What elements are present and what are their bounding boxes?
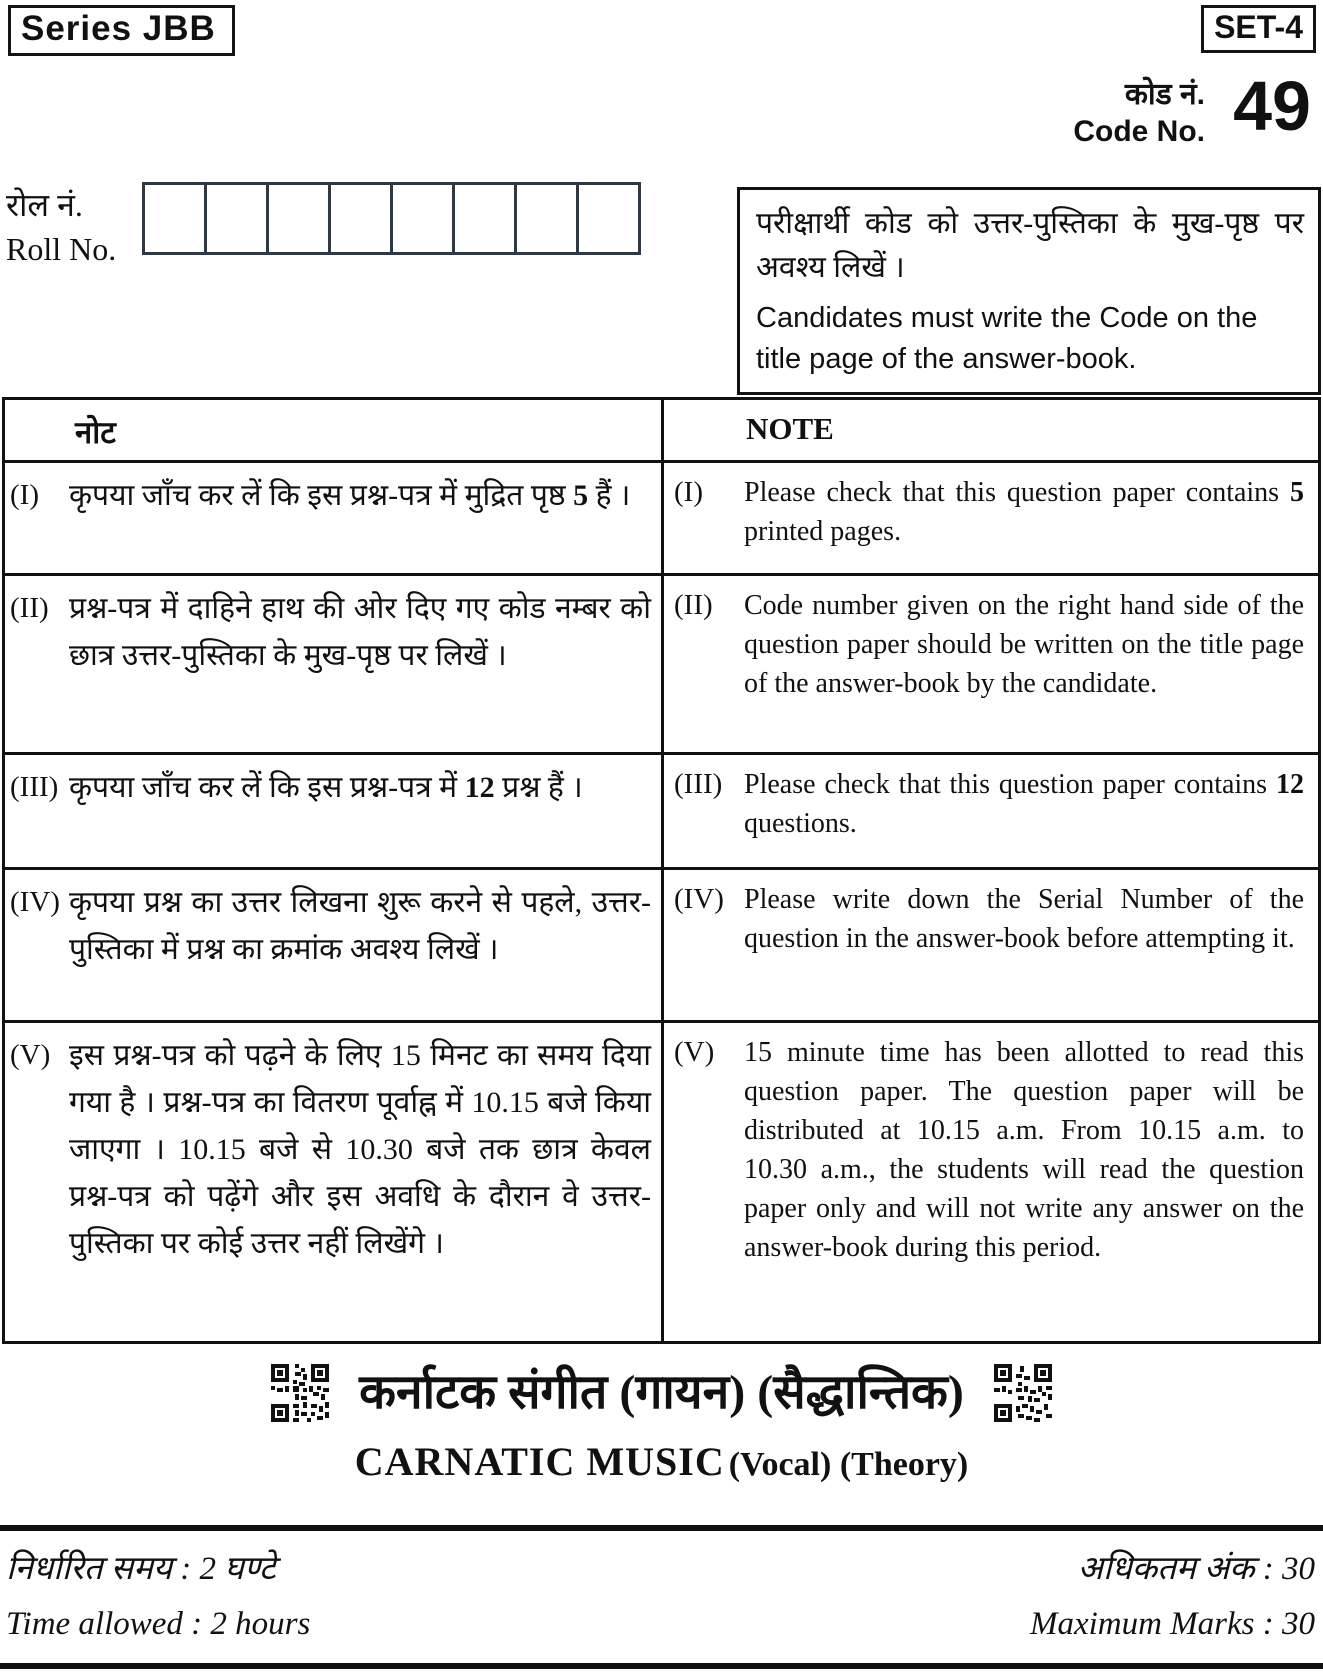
series-label-box: Series JBB	[8, 5, 235, 56]
roll-digit-box	[328, 182, 393, 255]
roll-digit-box	[390, 182, 455, 255]
divider-rule-bottom	[0, 1663, 1323, 1669]
note-row-numeral: (I)	[10, 479, 39, 511]
maximum-marks-hindi: अधिकतम अंक : 30	[1077, 1551, 1315, 1587]
roll-label-hindi: रोल नं.	[6, 187, 83, 223]
note-text-english: 15 minute time has been allotted to read this question paper. The question paper will be distributed at 10.15 a.m. From 10.15 a.m. to 10.30 a.m., the students will read the question paper only and will not write any answer on the answer-book during this period.	[744, 1037, 1304, 1263]
note-text-english: Code number given on the right hand side of the question paper should be written on the title page of the answer-book by the candidate.	[744, 590, 1304, 699]
note-cell-english	[661, 1023, 1318, 1341]
note-cell-hindi	[5, 1023, 661, 1341]
note-header-english: NOTE	[746, 411, 834, 446]
subject-title-block	[0, 1360, 1323, 1485]
code-label-english: Code No.	[1073, 115, 1205, 148]
roll-number-labels	[6, 183, 116, 271]
roll-number-grid	[142, 182, 641, 255]
note-cell-english	[661, 870, 1318, 1020]
note-header-cell-hindi	[5, 400, 661, 460]
code-number-labels	[1073, 76, 1205, 150]
note-text-english: Please check that this question paper contains 12 questions.	[744, 769, 1304, 839]
note-row-numeral: (IV)	[10, 886, 60, 918]
note-cell-hindi	[5, 870, 661, 1020]
note-row-5	[5, 1020, 1318, 1341]
note-row-numeral: (I)	[674, 476, 703, 508]
code-instruction-hindi: परीक्षार्थी कोड को उत्तर-पुस्तिका के मुख-पृष्ठ पर अवश्य लिखें ।	[756, 207, 1304, 284]
roll-digit-box	[204, 182, 269, 255]
note-text-english: Please write down the Serial Number of the question in the answer-book before attempting it.	[744, 884, 1304, 954]
subject-title-english	[0, 1438, 1323, 1485]
code-instruction-english: Candidates must write the Code on the title page of the answer-book.	[756, 302, 1258, 375]
note-text-hindi: कृपया जाँच कर लें कि इस प्रश्न-पत्र में मुद्रित पृष्ठ 5 हैं ।	[69, 479, 631, 512]
roll-label-english: Roll No.	[6, 231, 117, 267]
note-cell-english	[661, 576, 1318, 752]
note-table-header-row	[5, 400, 1318, 460]
note-row-numeral: (II)	[674, 589, 713, 621]
note-table	[2, 397, 1321, 1344]
divider-rule-top	[0, 1525, 1323, 1531]
note-text-hindi: कृपया प्रश्न का उत्तर लिखना शुरू करने से पहले, उत्तर-पुस्तिका में प्रश्न का क्रमांक अवश्य लिखें ।	[69, 886, 651, 966]
code-number-value: 49	[1233, 67, 1311, 145]
note-row-numeral: (V)	[10, 1039, 51, 1071]
note-header-cell-english	[661, 400, 1318, 460]
note-text-english: Please check that this question paper contains 5 printed pages.	[744, 477, 1304, 547]
note-header-hindi: नोट	[75, 415, 116, 450]
note-row-numeral: (II)	[10, 592, 49, 624]
code-instruction-box	[737, 187, 1321, 395]
note-row-1	[5, 460, 1318, 573]
roll-digit-box	[514, 182, 579, 255]
note-cell-hindi	[5, 576, 661, 752]
time-allowed-english: Time allowed : 2 hours	[6, 1606, 311, 1642]
note-row-3	[5, 752, 1318, 867]
maximum-marks-english: Maximum Marks : 30	[1029, 1606, 1315, 1642]
note-cell-hindi	[5, 463, 661, 573]
set-label-box: SET-4	[1201, 5, 1316, 53]
qr-code-icon	[271, 1364, 329, 1422]
qr-code-icon	[994, 1364, 1052, 1422]
note-text-hindi: इस प्रश्न-पत्र को पढ़ने के लिए 15 मिनट का समय दिया गया है । प्रश्न-पत्र का वितरण पूर्वाह्न में 10.15 बजे किया जाएगा । 10.15 बजे से 10.30 बजे तक छात्र केवल प्रश्न-पत्र को पढ़ेंगे और इस अवधि के दौरान वे उत्तर-पुस्तिका पर कोई उत्तर नहीं लिखेंगे ।	[69, 1039, 651, 1260]
subject-title-english-sub: (Vocal) (Theory)	[728, 1446, 969, 1483]
note-row-numeral: (V)	[674, 1036, 715, 1068]
subject-title-hindi: कर्नाटक संगीत (गायन) (सैद्धान्तिक)	[359, 1366, 964, 1419]
footer-english-line	[0, 1606, 1323, 1643]
roll-digit-box	[576, 182, 641, 255]
note-cell-english	[661, 463, 1318, 573]
code-label-hindi: कोड नं.	[1124, 78, 1205, 111]
note-row-2	[5, 573, 1318, 752]
note-row-numeral: (IV)	[674, 883, 724, 915]
roll-digit-box	[142, 182, 207, 255]
note-cell-english	[661, 755, 1318, 867]
note-row-4	[5, 867, 1318, 1020]
roll-digit-box	[266, 182, 331, 255]
subject-title-english-main: CARNATIC MUSIC	[354, 1439, 725, 1484]
note-row-numeral: (III)	[674, 768, 723, 800]
time-allowed-hindi: निर्धारित समय : 2 घण्टे	[6, 1551, 276, 1587]
note-text-hindi: कृपया जाँच कर लें कि इस प्रश्न-पत्र में 12 प्रश्न हैं ।	[69, 771, 583, 804]
footer-hindi-line	[0, 1544, 1323, 1589]
note-cell-hindi	[5, 755, 661, 867]
note-text-hindi: प्रश्न-पत्र में दाहिने हाथ की ओर दिए गए कोड नम्बर को छात्र उत्तर-पुस्तिका के मुख-पृष्ठ पर लिखें ।	[69, 592, 651, 672]
roll-digit-box	[452, 182, 517, 255]
note-row-numeral: (III)	[10, 771, 59, 803]
